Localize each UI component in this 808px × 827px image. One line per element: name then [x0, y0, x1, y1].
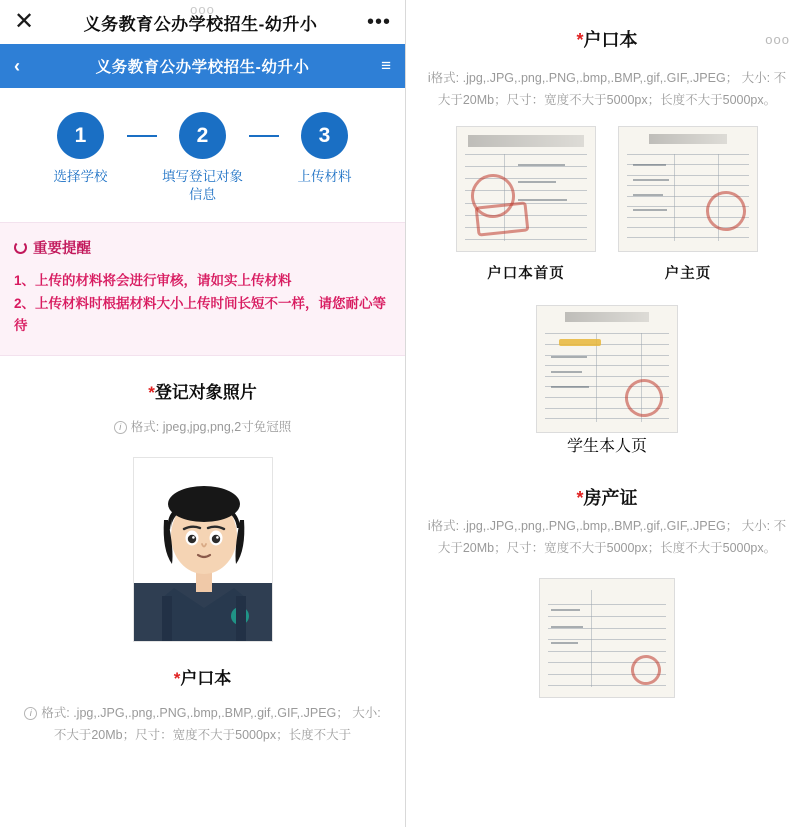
- red-seal-icon: [475, 201, 530, 236]
- required-star: *: [576, 487, 584, 508]
- step-number: 1: [57, 112, 104, 159]
- section-title-text: 房产证: [583, 487, 638, 508]
- close-icon[interactable]: ✕: [14, 8, 35, 35]
- section-title: [420, 484, 794, 510]
- format-hint: [420, 62, 794, 112]
- notice-line-1: 1、上传的材料将会进行审核，请如实上传材料: [14, 273, 292, 289]
- section-title: [14, 378, 391, 403]
- document-item[interactable]: [539, 578, 675, 698]
- required-star: *: [148, 383, 155, 403]
- document-caption: 户主页: [664, 265, 712, 282]
- nav-title: 义务教育公办学校招生-幼升小: [95, 59, 310, 76]
- scanned-page-image: [619, 127, 757, 251]
- scan-header-band: [565, 312, 649, 322]
- more-icon[interactable]: •••: [366, 10, 391, 33]
- info-icon: i: [114, 421, 127, 434]
- document-caption: 学生本人页: [566, 437, 647, 455]
- nav-bar: [0, 44, 405, 88]
- step-number: 3: [301, 112, 348, 159]
- format-text: 格式: jpeg,jpg,png,2寸免冠照: [130, 420, 292, 435]
- step-label: 填写登记对象信息: [162, 169, 243, 203]
- section-title-text: 户口本: [583, 30, 638, 50]
- step-number: 2: [179, 112, 226, 159]
- document-thumbnail[interactable]: [456, 126, 596, 252]
- step-connector: [249, 135, 279, 137]
- document-item[interactable]: [536, 305, 678, 456]
- format-text: 格式: .jpg,.JPG,.png,.PNG,.bmp,.BMP,.gif,.GIF,.JPEG； 大小: 不大于20Mb；尺寸：宽度不大于5000px；长度不大于5000px。: [430, 518, 787, 555]
- notice-title: 重要提醒: [33, 241, 91, 258]
- scanned-page-image: [540, 579, 674, 697]
- required-star: *: [173, 669, 181, 689]
- step-indicator: [0, 88, 405, 222]
- info-icon: i: [427, 71, 431, 85]
- back-icon[interactable]: ‹: [14, 55, 20, 76]
- info-icon: i: [24, 707, 37, 720]
- step-item-2[interactable]: [157, 112, 249, 204]
- refresh-icon: [14, 241, 27, 254]
- photo-upload-slot[interactable]: [133, 457, 273, 642]
- menu-icon[interactable]: ≡: [381, 56, 391, 75]
- important-notice: [0, 222, 405, 356]
- wechat-top-bar: [0, 0, 405, 44]
- format-hint: [420, 510, 794, 560]
- section-household-register-header: [420, 0, 794, 62]
- document-caption: 户口本首页: [487, 265, 565, 282]
- section-registrant-photo: [0, 356, 405, 642]
- format-text: 格式: .jpg,.JPG,.png,.PNG,.bmp,.BMP,.gif,.GIF,.JPEG； 大小: 不大于20Mb；尺寸：宽度不大于5000px；长度不大于5000px。: [430, 71, 787, 107]
- notice-line-2: 2、上传材料时根据材料大小上传时间长短不一样，请您耐心等待: [14, 295, 387, 333]
- scan-header-band: [468, 135, 584, 146]
- format-text: 格式: .jpg,.JPG,.png,.PNG,.bmp,.BMP,.gif,.GIF,.JPEG； 大小: 不大于20Mb；尺寸：宽度不大于5000px；长度不大于: [41, 706, 381, 742]
- document-item[interactable]: [618, 126, 758, 283]
- step-label: 选择学校: [53, 169, 108, 184]
- section-household-register-left: [0, 642, 405, 747]
- scanned-page-image: [457, 127, 595, 251]
- status-dots-icon: ooo: [190, 2, 215, 17]
- registrant-photo[interactable]: [133, 457, 273, 642]
- document-thumbnail[interactable]: [618, 126, 758, 252]
- document-item[interactable]: [456, 126, 596, 283]
- document-thumbnail[interactable]: [539, 578, 675, 698]
- highlight-marker: [559, 339, 601, 346]
- document-thumbnail[interactable]: [536, 305, 678, 433]
- section-title: [576, 26, 637, 52]
- format-hint: [14, 703, 391, 747]
- format-hint: [14, 417, 391, 439]
- scanned-page-image: [537, 306, 677, 432]
- section-title: [14, 664, 391, 689]
- step-label: 上传材料: [297, 169, 352, 184]
- notice-header: [14, 237, 391, 258]
- info-icon: i: [427, 518, 431, 533]
- document-thumbnail-row: [420, 126, 794, 283]
- avatar-illustration: [134, 458, 273, 642]
- section-title-text: 户口本: [180, 669, 232, 689]
- step-item-1[interactable]: [35, 112, 127, 186]
- required-star: *: [576, 30, 584, 50]
- status-dots-icon: ooo: [765, 32, 790, 47]
- step-connector: [127, 135, 157, 137]
- section-title-text: 登记对象照片: [154, 383, 257, 403]
- right-pane: [406, 0, 808, 827]
- step-item-3[interactable]: [279, 112, 371, 186]
- page-title: 义务教育公办学校招生-幼升小: [83, 14, 318, 34]
- scan-header-band: [649, 134, 726, 144]
